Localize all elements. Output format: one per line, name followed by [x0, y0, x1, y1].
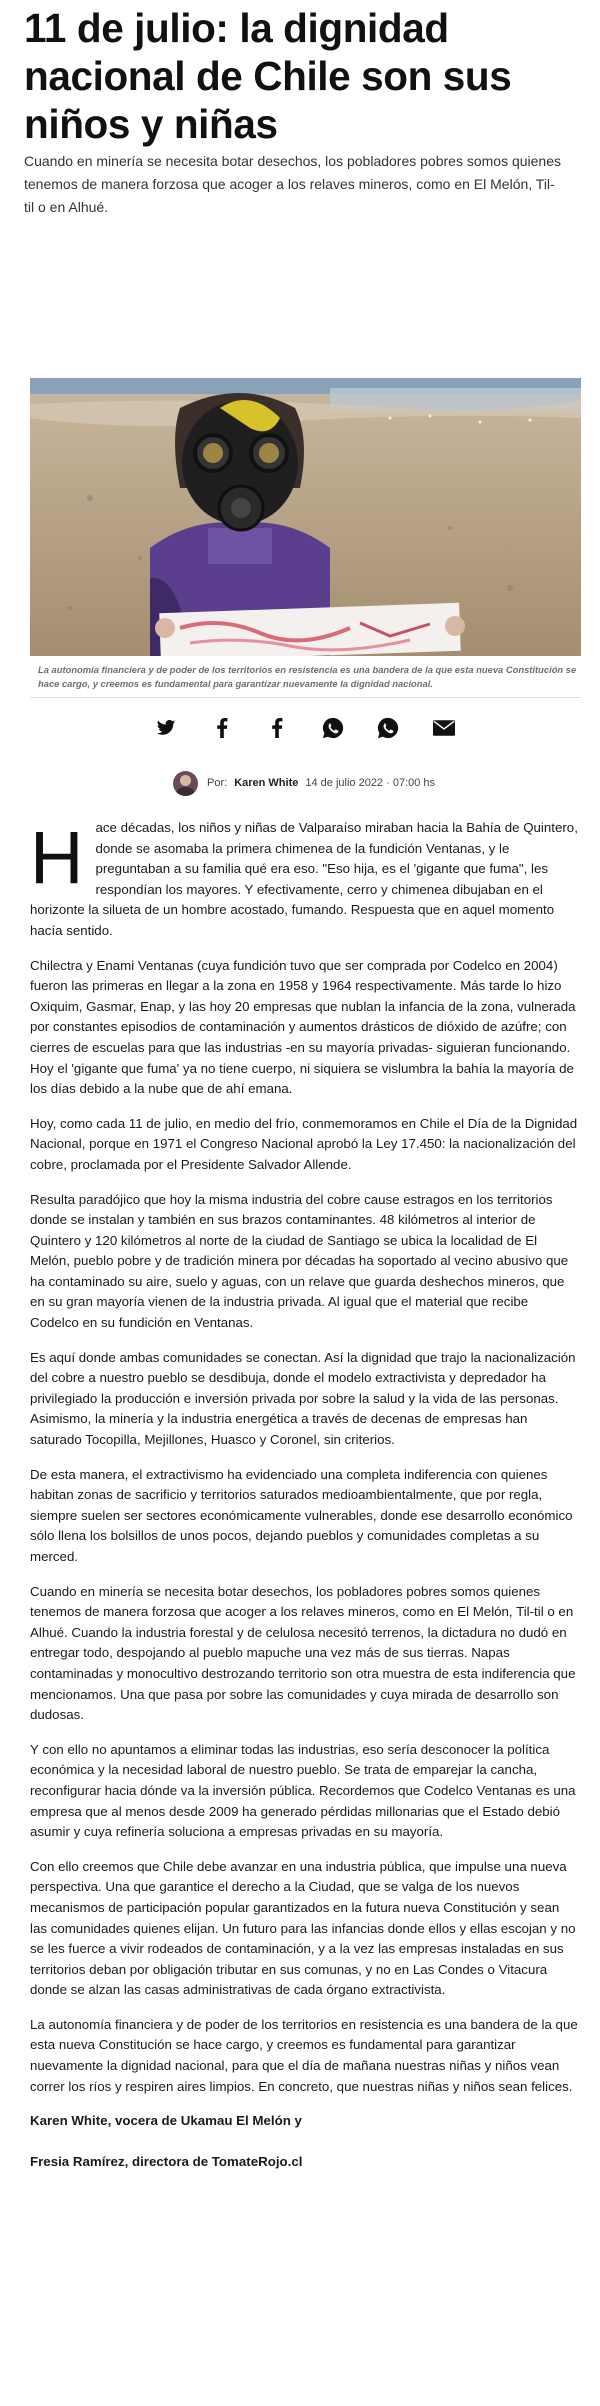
share-bar: [150, 712, 460, 744]
divider: [30, 697, 581, 698]
photo-illustration: [30, 378, 581, 656]
paragraph: Es aquí donde ambas comunidades se conectan. Así la dignidad que trajo la nacionalización del cobre a nuestro pueblo se desdibuja, donde el modelo extractivista y depredador ha privilegiado la producción e inversión privada por sobre la salud y la vida de las personas. Asimismo, la minería y la industria energética a través de decenas de empresas han saturado Tocopilla, Mejillones, Huasco y Coronel, sin criterios.: [30, 1349, 576, 1448]
facebook-icon[interactable]: [206, 712, 238, 744]
email-icon[interactable]: [428, 712, 460, 744]
signature: Karen White, vocera de Ukamau El Melón y: [30, 2113, 302, 2129]
whatsapp-icon[interactable]: [372, 712, 404, 744]
twitter-icon[interactable]: [150, 712, 182, 744]
paragraph: De esta manera, el extractivismo ha evidenciado una completa indiferencia con quienes habitan zonas de sacrificio y territorios saturados medioambientalmente, que por regla, siempre suelen ser sectores económicamente vulnerables, donde ese desarrollo económico sólo llena los bolsillos de unos pocos, dejando pueblos y comunidades completas a su merced.: [30, 1466, 573, 1564]
facebook-icon[interactable]: [261, 712, 293, 744]
author-name[interactable]: Karen White: [234, 777, 299, 789]
paragraph: Hoy, como cada 11 de julio, en medio del frío, conmemoramos en Chile el Día de la Dignidad Nacional, porque en 1971 el Congreso Nacional aprobó la Ley 17.450: la nacionalización del cobre, proclamada por el Presidente Salvador Allende.: [30, 1115, 578, 1172]
article-body: [30, 818, 578, 2192]
avatar: [173, 771, 198, 796]
byline-label: Por:: [207, 777, 228, 789]
headline: 11 de julio: la dignidad nacional de Chile son sus niños y niñas: [24, 5, 512, 147]
article-photo[interactable]: [30, 378, 581, 656]
whatsapp-icon[interactable]: [317, 712, 349, 744]
paragraph: Resulta paradójico que hoy la misma industria del cobre cause estragos en los territorios donde se instalan y también en sus brazos contaminantes. 48 kilómetros al interior de Quintero y 120 kilómetros al norte de la ciudad de Santiago se ubica la localidad de El Melón, pueblo pobre y de tradición minera por décadas ha soportado al vecino abusivo que ha contaminado su aire, suelo y aguas, con un relave que guarda deshechos mineros, que en su gran mayoría vienen de la industria privada. Al igual que el material que recibe Codelco en su fundición en Ventanas.: [30, 1191, 569, 1331]
paragraph-text: ace décadas, los niños y niñas de Valparaíso miraban hacia la Bahía de Quintero, donde se asomaba la primera chimenea de la fundición Ventanas, y le preguntaban a su familia qué era eso. "Eso hija, es el 'gigante que fuma", les respondían los mayores. Y efectivamente, cerro y chimenea dibujaban en el horizonte la silueta de un hombre acostado, fumando. Respuesta que en aquel momento hacía sentido.: [30, 820, 578, 938]
photo-caption: La autonomía financiera y de poder de los territorios en resistencia es una bandera de la que esta nueva Constitución se hace cargo, y creemos es fundamental para garantizar nuevamente la dignidad nacional.: [38, 664, 577, 689]
dropcap: H: [30, 816, 84, 899]
paragraph: Con ello creemos que Chile debe avanzar en una industria pública, que impulse una nueva perspectiva. Una que garantice el derecho a la Ciudad, que se valga de los nuevos mecanismos de participación popular garantizados en la futura nueva Constitución y sean las comunidades quienes elijan. Un futuro para las infancias donde ellos y ellas escojan y no se les fuerce a vivir rodeados de contaminación, y a la vez las empresas instaladas en sus territorios deban por obligación tributar en sus comunas, y no en Las Condes o Vitacura donde se alzan las casas administrativas de cada órgano extractivista.: [30, 1858, 576, 1998]
paragraph: [30, 818, 578, 942]
article-dek: Cuando en minería se necesita botar desechos, los pobladores pobres somos quienes tenemos de manera forzosa que acoger a los relaves mineros, como en El Melón, Til-til o en Alhué.: [24, 153, 561, 215]
paragraph: La autonomía financiera y de poder de los territorios en resistencia es una bandera de la que esta nueva Constitución se hace cargo, y creemos es fundamental para garantizar nuevamente la dignidad nacional, para que el día de mañana nuestras niñas y niños vean correr los ríos y respiren aires limpios. En concreto, que nuestras niñas y niños sean felices.: [30, 2016, 578, 2094]
paragraph: Cuando en minería se necesita botar desechos, los pobladores pobres somos quienes tenemos de manera forzosa que acoger a los relaves mineros, como en El Melón, Til-til o en Alhué. Cuando la industria forestal y de celulosa necesitó terrenos, la dictadura no dudó en entregar todo, despojando al pueblo mapuche una vez más de sus tierras. Napas contaminadas y monocultivo destrozando territorio son otra muestra de esta indiferencia que mencionamos. Una que pasa por sobre las comunidades y cuya mirada de desarrollo son dudosas.: [30, 1583, 576, 1723]
signature: Fresia Ramírez, directora de TomateRojo.cl: [30, 2153, 303, 2169]
byline: [173, 770, 435, 796]
paragraph: Y con ello no apuntamos a eliminar todas las industrias, eso sería desconocer la política económica y la necesidad laboral de nuestro pueblo. Se trata de emparejar la cancha, reconfigurar hacia dónde va la inversión pública. Recordemos que Codelco Ventanas es una empresa que al menos desde 2009 ha generado pérdidas millonarias que el Estado debió asumir y cuya refinería soluciona a empresas privadas en su mayoría.: [30, 1741, 576, 1840]
publish-date: 14 de julio 2022 · 07:00 hs: [305, 777, 436, 789]
paragraph: Chilectra y Enami Ventanas (cuya fundición tuvo que ser comprada por Codelco en 2004) fueron las primeras en llegar a la zona en 1958 y 1964 respectivamente. Más tarde lo hizo Oxiquim, Gasmar, Enap, y las hoy 20 empresas que nublan la infancia de la zona, vulnerada por constantes episodios de contaminación y aumentos drásticos de dióxido de azúfre; con cierres de escuelas para que las industrias -en su mayoría privadas- siguieran funcionando. Hoy el 'gigante que fuma' ya no tiene cuerpo, ni siquiera se vislumbra la bahía la mayoría de los días debido a la nube que de ahí emana.: [30, 957, 576, 1097]
